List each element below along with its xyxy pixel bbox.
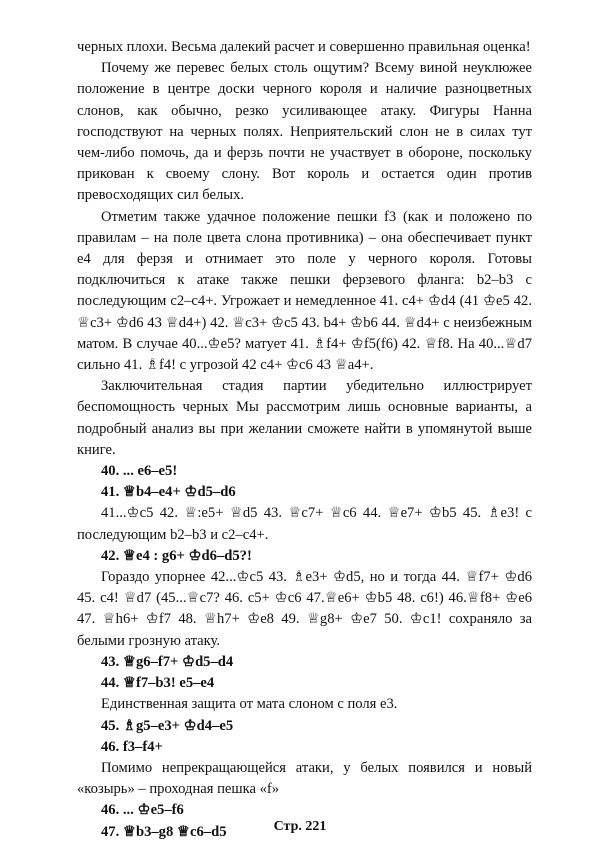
paragraph: Отметим также удачное положение пешки f3 (как и положено по правилам – на поле цвета слона противника) – она обеспечивает пункт e4 для ферзя и отнимает это поле у черного короля. Готовы подключиться к атаке также пешки ферзевого фланга: b2–b3 с последующим c2–c4+. Угрожает и немедленное 41. c4+ ♔d4 (41 ♔e5 42. ♕c3+ ♔d6 43 ♕d4+) 42. ♕c3+ ♔c5 43. b4+ ♔b6 44. ♕d4+ с неизбежным матом. В случае 40...♔e5? матует 41. ♗f4+ ♔f5(f6) 42. ♕f8. На 40...♕d7 сильно 41. ♗f4! с угрозой 42 c4+ ♔c6 43 ♕a4+. bbox=[77, 208, 532, 374]
move-heading: 42. ♕e4 : g6+ ♔d6–d5?! bbox=[101, 547, 252, 564]
move-heading: 47. ♕b3–g8 ♕c6–d5 bbox=[101, 823, 227, 840]
move-heading: 43. ♕g6–f7+ ♔d5–d4 bbox=[101, 653, 234, 670]
move-heading: 44. ♕f7–b3! e5–e4 bbox=[101, 675, 215, 692]
paragraph: 41...♔c5 42. ♕:e5+ ♕d5 43. ♕c7+ ♕c6 44. ♕e7+ ♔b5 45. ♗e3! с последующим b2–b3 и c2–c4+. bbox=[77, 505, 532, 543]
paragraph: Гораздо упорнее 42...♔c5 43. ♗e3+ ♔d5, но и тогда 44. ♕f7+ ♔d6 45. c4! ♕d7 (45...♕c7? 46. c5+ ♔c6 47.♕e6+ ♔b5 48. c6!) 46.♕f8+ ♔e6 47. ♕h6+ ♔f7 48. ♕h7+ ♔e8 49. ♕g8+ ♔e7 50. ♔c1! сохраняло за белыми грозную атаку. bbox=[77, 569, 532, 649]
paragraph: Единственная защита от мата слоном с поля e3. bbox=[101, 696, 398, 713]
move-heading: 40. ... e6–e5! bbox=[101, 463, 178, 480]
page-number: Стр. 221 bbox=[273, 819, 327, 834]
paragraph: Заключительная стадия партии убедительно иллюстрирует беспомощность черных Мы рассмотрим лишь основные варианты, а подробный анализ вы при желании сможете найти в упомянутой выше книге. bbox=[77, 378, 532, 458]
move-heading: 46. ... ♔e5–f6 bbox=[101, 802, 184, 819]
paragraph: Помимо непрекращающейся атаки, у белых появился и новый «козырь» – проходная пешка «f» bbox=[77, 759, 532, 798]
book-page-text bbox=[77, 37, 532, 843]
move-heading: 41. ♕b4–e4+ ♔d5–d6 bbox=[101, 484, 236, 501]
paragraph: черных плохи. Весьма далекий расчет и совершенно правильная оценка! bbox=[77, 39, 531, 55]
move-heading: 45. ♗g5–e3+ ♔d4–e5 bbox=[101, 717, 234, 734]
paragraph: Почему же перевес белых столь ощутим? Всему виной неуклюжее положение в центре доски черного короля и наличие разноцветных слонов, как обычно, резко усиливающее атаку. Фигуры Нанна господствуют на черных полях. Неприятельский слон не в силах тут чем-либо помочь, да и ферзь почти не участвует в обороне, поскольку прикован к своему слону. Вот король и остается один против превосходящих сил белых. bbox=[77, 60, 532, 204]
move-heading: 46. f3–f4+ bbox=[101, 738, 163, 755]
